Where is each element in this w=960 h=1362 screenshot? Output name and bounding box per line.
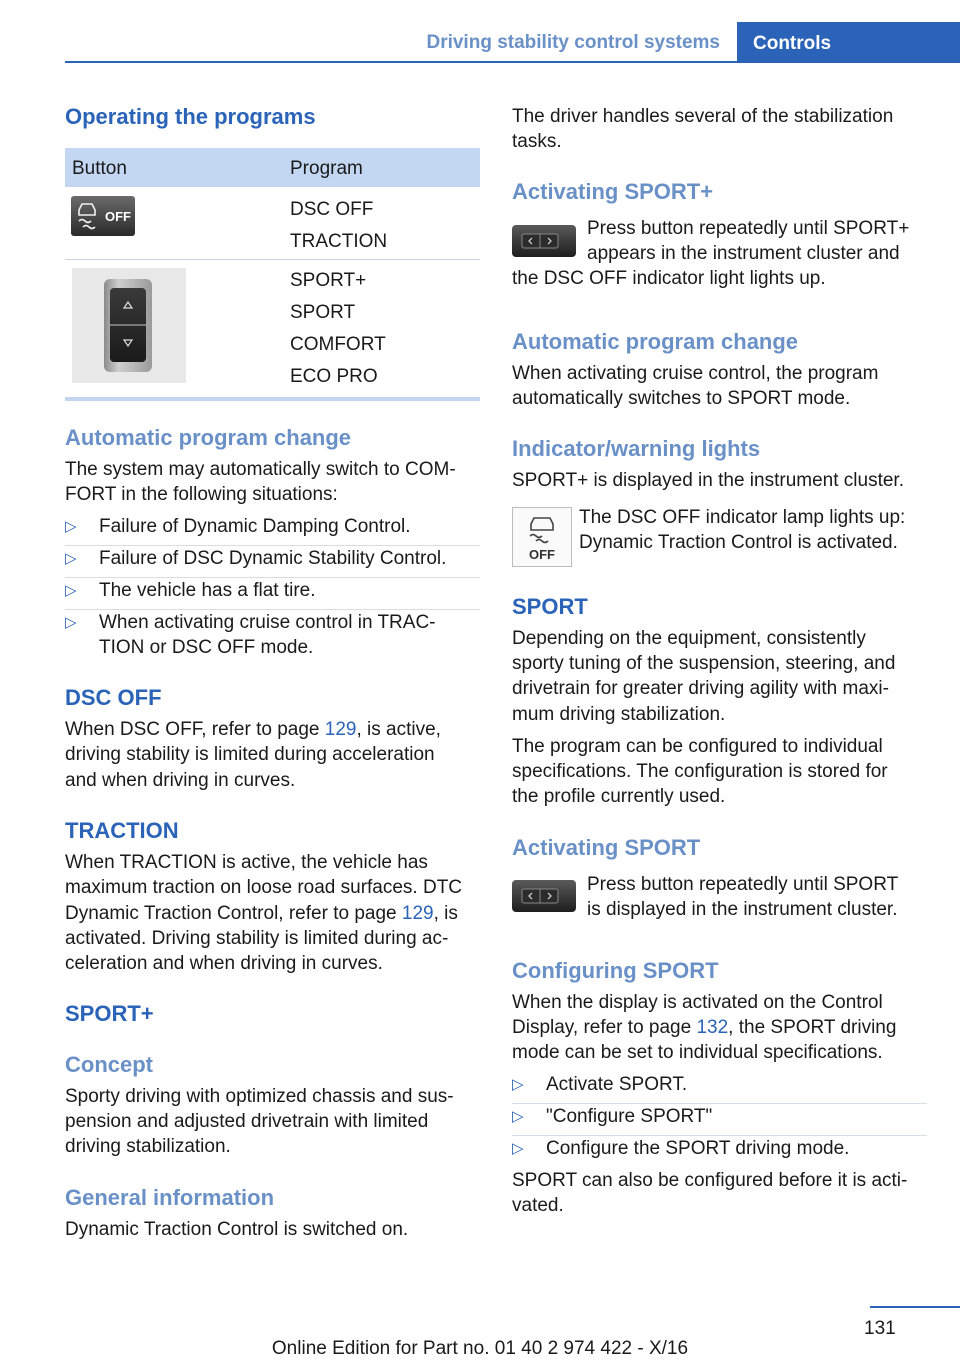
rocker-switch-icon (512, 880, 576, 912)
table-row-divider (65, 259, 480, 260)
list-item: When activating cruise control in TRAC‐ (99, 612, 436, 633)
heading-activating-sport: Activating SPORT (512, 835, 701, 860)
paragraph-line: When activating cruise control, the program (512, 363, 879, 384)
paragraph-line: sporty tuning of the suspension, steering, and (512, 653, 896, 674)
paragraph-line: When TRACTION is active, the vehicle has (65, 852, 428, 873)
driving-mode-switch-image (72, 268, 186, 383)
dsc-off-indicator-icon (512, 507, 572, 567)
program-dsc-off: DSC OFF (290, 199, 374, 220)
table-title: Operating the programs (65, 104, 316, 129)
heading-traction: TRACTION (65, 818, 179, 843)
page-link-129[interactable]: 129 (324, 719, 357, 740)
heading-general-information: General information (65, 1185, 275, 1210)
heading-dsc-off: DSC OFF (65, 685, 162, 710)
paragraph-line: When DSC OFF, refer to page 129, is active, (65, 719, 441, 740)
paragraph-line: automatically switches to SPORT mode. (512, 388, 851, 409)
paragraph-line: Depending on the equipment, consistently (512, 628, 866, 649)
heading-automatic-program-change-right: Automatic program change (512, 329, 799, 354)
bullet-icon: ▷ (65, 518, 77, 535)
heading-concept: Concept (65, 1052, 153, 1077)
paragraph-line: Dynamic Traction Control is activated. (579, 532, 898, 553)
paragraph-line: FORT in the following situations: (65, 484, 338, 505)
paragraph-line: When the display is activated on the Control (512, 992, 883, 1013)
list-item-continued: TION or DSC OFF mode. (99, 637, 314, 658)
footer-edition: Online Edition for Part no. 01 40 2 974 422 - X/16 (271, 1338, 689, 1359)
list-item: Configure the SPORT driving mode. (546, 1138, 850, 1159)
paragraph-line: Press button repeatedly until SPORT (587, 874, 899, 895)
list-item: Activate SPORT. (546, 1074, 688, 1095)
heading-configuring-sport: Configuring SPORT (512, 958, 719, 983)
paragraph-line: specifications. The configuration is stored for (512, 761, 888, 782)
rocker-switch-icon (512, 225, 576, 257)
page-link-129[interactable]: 129 (401, 903, 434, 924)
paragraph-line: driving stability is limited during acceleration (65, 744, 435, 765)
paragraph-line: drivetrain for greater driving agility with maxi‐ (512, 678, 889, 699)
page-link-132[interactable]: 132 (696, 1017, 729, 1038)
running-header-chapter-tab: Controls (737, 22, 960, 63)
up-down-arrow-icon (72, 268, 186, 383)
program-eco-pro: ECO PRO (290, 366, 378, 387)
running-header-section: Driving stability control systems (426, 32, 720, 53)
list-item: Failure of Dynamic Damping Control. (99, 516, 411, 537)
paragraph-line: the DSC OFF indicator light lights up. (512, 268, 826, 289)
list-item: "Configure SPORT" (546, 1106, 713, 1127)
heading-indicator-warning-lights: Indicator/warning lights (512, 436, 761, 461)
paragraph-line: vated. (512, 1195, 564, 1216)
paragraph-line: and when driving in curves. (65, 770, 296, 791)
paragraph-line: mode can be set to individual specifications. (512, 1042, 883, 1063)
heading-automatic-program-change: Automatic program change (65, 425, 352, 450)
bullet-icon: ▷ (65, 582, 77, 599)
paragraph-line: Dynamic Traction Control, refer to page 129, is (65, 903, 458, 924)
paragraph-line: SPORT+ is displayed in the instrument cluster. (512, 470, 904, 491)
paragraph-line: Display, refer to page 132, the SPORT driving (512, 1017, 897, 1038)
indicator-label: OFF (529, 547, 555, 562)
paragraph-line: is displayed in the instrument cluster. (587, 899, 898, 920)
program-comfort: COMFORT (290, 334, 386, 355)
paragraph-line: The DSC OFF indicator lamp lights up: (579, 507, 906, 528)
bullet-icon: ▷ (512, 1140, 524, 1157)
paragraph-line: the profile currently used. (512, 786, 726, 807)
paragraph-line: pension and adjusted drivetrain with limited (65, 1111, 429, 1132)
bullet-icon: ▷ (512, 1076, 524, 1093)
paragraph-line: Press button repeatedly until SPORT+ (587, 218, 910, 239)
heading-sport: SPORT (512, 594, 588, 619)
paragraph-line: The driver handles several of the stabilization (512, 106, 894, 127)
header-rule (65, 61, 960, 63)
program-traction: TRACTION (290, 231, 388, 252)
paragraph-line: Dynamic Traction Control is switched on. (65, 1219, 409, 1240)
paragraph-line: The program can be configured to individual (512, 736, 883, 757)
program-sport: SPORT (290, 302, 356, 323)
paragraph-line: appears in the instrument cluster and (587, 243, 900, 264)
column-header-program: Program (290, 158, 363, 179)
dsc-off-button-icon (71, 196, 135, 236)
table-header (65, 148, 480, 187)
paragraph-line: tasks. (512, 131, 562, 152)
paragraph-line: mum driving stabilization. (512, 704, 726, 725)
table-bottom-rule (65, 397, 480, 401)
heading-activating-sport-plus: Activating SPORT+ (512, 179, 714, 204)
bullet-icon: ▷ (65, 550, 77, 567)
paragraph-line: maximum traction on loose road surfaces. DTC (65, 877, 463, 898)
footer-rule (870, 1306, 960, 1308)
bullet-icon: ▷ (65, 614, 77, 631)
paragraph-line: celeration and when driving in curves. (65, 953, 383, 974)
paragraph-line: The system may automatically switch to COM‐ (65, 459, 456, 480)
paragraph-line: Sporty driving with optimized chassis and sus‐ (65, 1086, 454, 1107)
dsc-button-label: OFF (105, 209, 131, 224)
paragraph-line: activated. Driving stability is limited during ac‐ (65, 928, 449, 949)
page-number: 131 (864, 1318, 896, 1339)
column-header-button: Button (72, 158, 127, 179)
program-sport-plus: SPORT+ (290, 270, 367, 291)
paragraph-line: driving stabilization. (65, 1136, 231, 1157)
list-item: The vehicle has a flat tire. (99, 580, 316, 601)
heading-sport-plus: SPORT+ (65, 1001, 154, 1026)
paragraph-line: SPORT can also be configured before it is acti‐ (512, 1170, 908, 1191)
bullet-icon: ▷ (512, 1108, 524, 1125)
list-item: Failure of DSC Dynamic Stability Control. (99, 548, 447, 569)
